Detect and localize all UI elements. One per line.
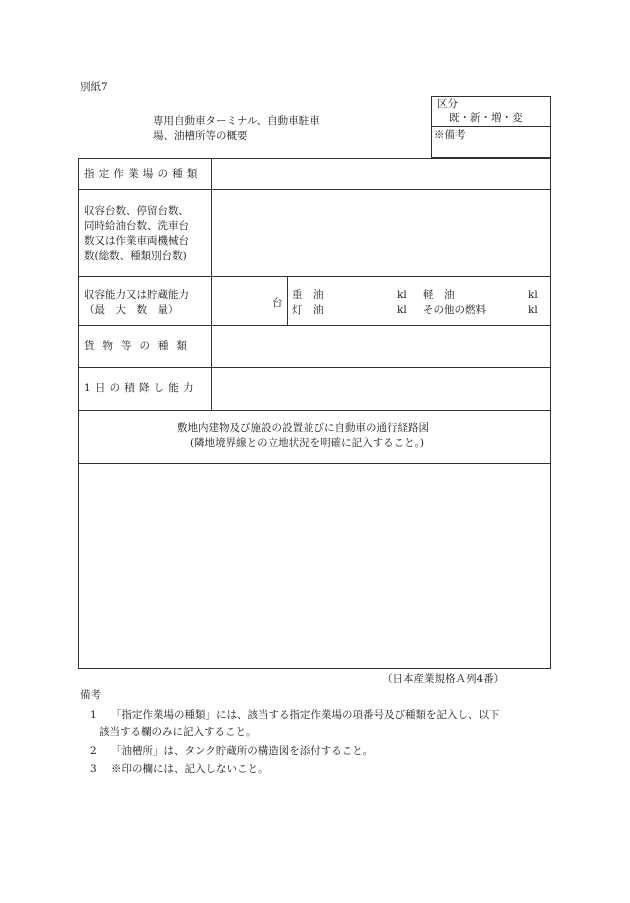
note-3: ※印の欄には、記入しないこと。 (111, 763, 269, 775)
row-divider (78, 410, 551, 411)
note-1-line1: 「指定作業場の種類」には、該当する指定作業場の項番号及び種類を記入し、以下 (111, 709, 500, 721)
form-title-line2: 場、油槽所等の概要 (153, 130, 248, 142)
note-2-number: 2 (90, 745, 97, 757)
row-label-site-type: 指定作業場の種類 (84, 168, 202, 180)
fuel-kerosene: 灯 油 (292, 304, 324, 316)
row-label-daily-handling: 1日の積降し能力 (84, 382, 198, 394)
category-label: 区分 (437, 98, 458, 110)
row-divider (78, 325, 551, 326)
category-divider (431, 126, 551, 127)
fuel-light-oil: 軽 油 (423, 289, 455, 301)
row-divider (78, 276, 551, 277)
row-divider (78, 463, 551, 464)
label-column-divider (211, 158, 212, 410)
map-section-title: 敷地内建物及び施設の設置並びに自動車の通行経路図 (177, 422, 429, 434)
note-1-line2: 該当する欄のみに記入すること。 (99, 726, 257, 738)
remarks-box-label: ※備考 (434, 129, 466, 141)
row-label-capacity-3: 数又は作業車両機械台 (84, 235, 189, 247)
unit-kl: kl (397, 304, 407, 316)
row-label-capacity-4: 数(総数、種類別台数) (84, 250, 187, 262)
unit-kl: kl (397, 289, 407, 301)
paper-size-note: （日本産業規格Ａ列4番） (382, 673, 505, 685)
row-divider (78, 367, 551, 368)
map-section-note: (隣地境界線との立地状況を明確に記入すること。) (190, 437, 424, 449)
row-label-storage-2: （最 大 数 量） (84, 304, 179, 316)
row-label-capacity-1: 収容台数、停留台数、 (84, 205, 189, 217)
storage-unit-label: 台 (272, 297, 283, 309)
note-3-number: 3 (90, 763, 97, 775)
unit-column-divider (287, 276, 288, 325)
row-label-capacity-2: 同時給油台数、洗車台 (84, 220, 189, 232)
attachment-number: 別紙7 (80, 81, 108, 93)
fuel-other: その他の燃料 (423, 304, 486, 316)
row-label-cargo-type: 貨物等の種類 (84, 340, 195, 352)
unit-kl: kl (528, 304, 538, 316)
form-title-line1: 専用自動車ターミナル、自動車駐車 (153, 115, 320, 127)
category-options: 既・新・増・変 (449, 112, 523, 124)
note-2: 「油槽所」は、タンク貯蔵所の構造図を添付すること。 (111, 745, 374, 757)
note-1-number: 1 (90, 709, 97, 721)
unit-kl: kl (528, 289, 538, 301)
notes-heading: 備考 (80, 689, 101, 701)
row-label-storage-1: 収容能力又は貯蔵能力 (84, 289, 189, 301)
row-divider (78, 189, 551, 190)
fuel-heavy-oil: 重 油 (292, 289, 324, 301)
